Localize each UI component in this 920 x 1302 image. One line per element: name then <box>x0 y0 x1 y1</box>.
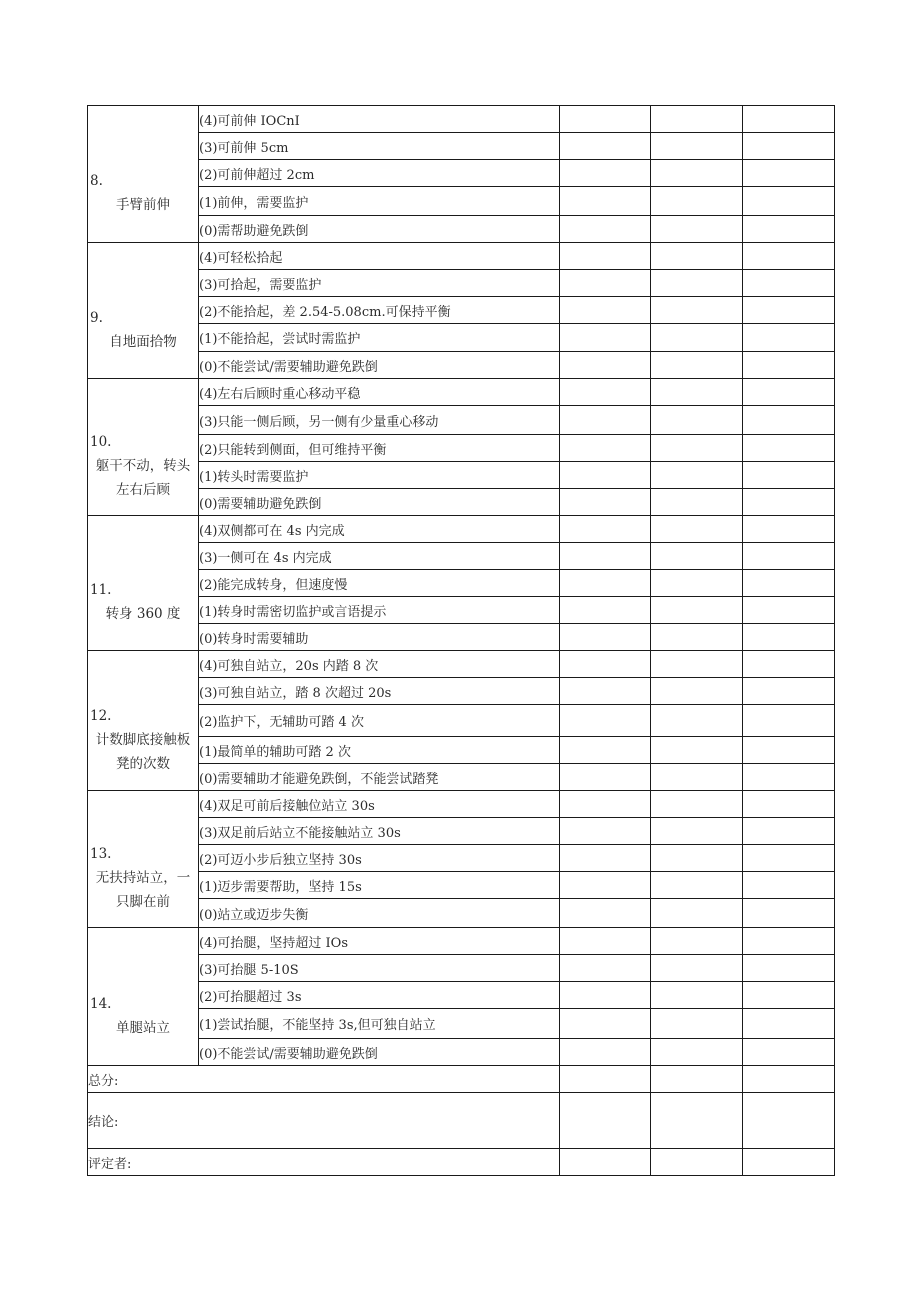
score-cell[interactable] <box>743 764 835 791</box>
score-cell[interactable] <box>651 406 743 435</box>
table-row <box>88 737 835 764</box>
scoring-option: (0)转身时需要辅助 <box>199 624 560 651</box>
score-cell[interactable] <box>743 297 835 324</box>
score-cell[interactable] <box>651 133 743 160</box>
score-cell[interactable] <box>651 160 743 187</box>
score-cell[interactable] <box>560 133 651 160</box>
table-row <box>88 543 835 570</box>
score-cell[interactable] <box>743 133 835 160</box>
test-item-label <box>88 666 198 776</box>
score-cell[interactable] <box>743 379 835 406</box>
score-cell[interactable] <box>743 678 835 705</box>
test-item-name: 计数脚底接触板凳的次数 <box>95 731 191 772</box>
score-cell[interactable] <box>560 791 651 818</box>
scoring-option: (3)可拾起，需要监护 <box>199 270 560 297</box>
score-cell[interactable] <box>651 737 743 764</box>
balance-assessment-table <box>87 105 835 1176</box>
score-cell[interactable] <box>560 1009 651 1039</box>
score-cell[interactable] <box>743 955 835 982</box>
test-item-number: 9. <box>90 309 103 326</box>
score-cell[interactable] <box>743 597 835 624</box>
score-cell[interactable] <box>651 216 743 243</box>
score-cell[interactable] <box>651 352 743 379</box>
score-cell[interactable] <box>743 216 835 243</box>
score-cell[interactable] <box>651 928 743 955</box>
scoring-option: (3)可前伸 5cm <box>199 133 560 160</box>
score-cell[interactable] <box>560 543 651 570</box>
score-cell[interactable] <box>560 297 651 324</box>
scoring-option: (0)需要辅助才能避免跌倒，不能尝试踏凳 <box>199 764 560 791</box>
score-cell[interactable] <box>743 705 835 737</box>
score-cell[interactable] <box>560 516 651 543</box>
score-cell[interactable] <box>560 1149 651 1176</box>
scoring-option: (1)前伸，需要监护 <box>199 187 560 216</box>
score-cell[interactable] <box>743 651 835 678</box>
score-cell[interactable] <box>743 982 835 1009</box>
score-cell[interactable] <box>560 872 651 899</box>
score-cell[interactable] <box>743 106 835 133</box>
score-cell[interactable] <box>743 1066 835 1093</box>
score-cell[interactable] <box>651 516 743 543</box>
score-cell[interactable] <box>560 270 651 297</box>
table-row <box>88 928 835 955</box>
score-cell[interactable] <box>651 651 743 678</box>
scoring-option: (2)不能拾起，差 2.54-5.08cm.可保持平衡 <box>199 297 560 324</box>
table-row <box>88 406 835 435</box>
score-cell[interactable] <box>651 243 743 270</box>
score-cell[interactable] <box>651 462 743 489</box>
score-cell[interactable] <box>743 818 835 845</box>
scoring-option: (1)转头时需要监护 <box>199 462 560 489</box>
score-cell[interactable] <box>560 737 651 764</box>
score-cell[interactable] <box>560 1093 651 1149</box>
score-cell[interactable] <box>651 955 743 982</box>
scoring-option: (2)可前伸超过 2cm <box>199 160 560 187</box>
scoring-option: (3)一侧可在 4s 内完成 <box>199 543 560 570</box>
score-cell[interactable] <box>651 705 743 737</box>
score-cell[interactable] <box>560 818 651 845</box>
score-cell[interactable] <box>651 187 743 216</box>
scoring-option: (2)只能转到侧面，但可维持平衡 <box>199 435 560 462</box>
score-cell[interactable] <box>743 160 835 187</box>
table-row <box>88 982 835 1009</box>
table-row <box>88 899 835 928</box>
score-cell[interactable] <box>560 489 651 516</box>
table-row <box>88 516 835 543</box>
table-row <box>88 352 835 379</box>
score-cell[interactable] <box>651 1066 743 1093</box>
score-cell[interactable] <box>743 1009 835 1039</box>
test-item-name: 躯干不动，转头左右后顾 <box>95 458 191 498</box>
score-cell[interactable] <box>651 1039 743 1066</box>
score-cell[interactable] <box>651 324 743 352</box>
test-item-cell <box>88 928 199 1066</box>
score-cell[interactable] <box>560 764 651 791</box>
score-cell[interactable] <box>743 462 835 489</box>
table-row <box>88 818 835 845</box>
score-cell[interactable] <box>651 106 743 133</box>
score-cell[interactable] <box>651 791 743 818</box>
scoring-option: (0)不能尝试/需要辅助避免跌倒 <box>199 1039 560 1066</box>
score-cell[interactable] <box>560 845 651 872</box>
scoring-option: (1)最简单的辅助可踏 2 次 <box>199 737 560 764</box>
scoring-option: (2)能完成转身，但速度慢 <box>199 570 560 597</box>
test-item-number: 14. <box>90 995 112 1012</box>
score-cell[interactable] <box>743 406 835 435</box>
table-row <box>88 705 835 737</box>
score-cell[interactable] <box>743 543 835 570</box>
score-cell[interactable] <box>560 1066 651 1093</box>
score-cell[interactable] <box>743 899 835 928</box>
test-item-number: 12. <box>90 707 112 724</box>
scoring-option: (0)需要辅助避免跌倒 <box>199 489 560 516</box>
score-cell[interactable] <box>743 1039 835 1066</box>
score-cell[interactable] <box>560 243 651 270</box>
table-row <box>88 270 835 297</box>
score-cell[interactable] <box>560 928 651 955</box>
score-cell[interactable] <box>651 597 743 624</box>
test-item-label <box>88 131 198 217</box>
test-item-label <box>88 392 198 502</box>
test-item-number: 10. <box>90 434 112 450</box>
test-item-cell <box>88 243 199 379</box>
table-row <box>88 133 835 160</box>
score-cell[interactable] <box>743 928 835 955</box>
table-row <box>88 624 835 651</box>
test-item-cell <box>88 651 199 791</box>
score-cell[interactable] <box>560 435 651 462</box>
score-cell[interactable] <box>651 489 743 516</box>
score-cell[interactable] <box>560 982 651 1009</box>
table-row <box>88 764 835 791</box>
table-row <box>88 216 835 243</box>
test-item-number: 8. <box>90 173 103 189</box>
test-item-cell <box>88 379 199 516</box>
score-cell[interactable] <box>743 624 835 651</box>
table-row <box>88 106 835 133</box>
scoring-option: (0)站立或迈步失衡 <box>199 899 560 928</box>
scoring-option: (3)可抬腿 5-10S <box>199 955 560 982</box>
scoring-option: (4)可轻松拾起 <box>199 243 560 270</box>
table-row <box>88 570 835 597</box>
score-cell[interactable] <box>560 160 651 187</box>
evaluator-row <box>88 1149 835 1176</box>
score-cell[interactable] <box>651 1149 743 1176</box>
table-row <box>88 462 835 489</box>
test-item-name: 自地面拾物 <box>109 333 177 350</box>
test-item-name: 转身 360 度 <box>105 606 181 622</box>
score-cell[interactable] <box>560 187 651 216</box>
scoring-option: (0)需帮助避免跌倒 <box>199 216 560 243</box>
evaluator-label: 评定者: <box>88 1149 560 1176</box>
score-cell[interactable] <box>560 216 651 243</box>
table-row <box>88 651 835 678</box>
table-row <box>88 955 835 982</box>
score-cell[interactable] <box>560 899 651 928</box>
scoring-option: (3)可独自站立，踏 8 次超过 20s <box>199 678 560 705</box>
test-item-number: 13. <box>90 846 112 862</box>
score-cell[interactable] <box>560 651 651 678</box>
score-cell[interactable] <box>560 597 651 624</box>
table-row <box>88 489 835 516</box>
scoring-option: (4)可抬腿，坚持超过 IOs <box>199 928 560 955</box>
test-item-cell <box>88 516 199 651</box>
score-cell[interactable] <box>651 899 743 928</box>
table-row <box>88 1009 835 1039</box>
test-item-name: 无扶持站立，一只脚在前 <box>95 870 191 910</box>
test-item-label <box>88 540 198 626</box>
score-cell[interactable] <box>743 435 835 462</box>
scoring-option: (2)可迈小步后独立坚持 30s <box>199 845 560 872</box>
test-item-number: 11. <box>90 582 112 598</box>
score-cell[interactable] <box>743 1093 835 1149</box>
score-cell[interactable] <box>743 270 835 297</box>
score-cell[interactable] <box>651 543 743 570</box>
scoring-option: (2)监护下，无辅助可踏 4 次 <box>199 705 560 737</box>
table-row <box>88 678 835 705</box>
table-row <box>88 324 835 352</box>
table-row <box>88 187 835 216</box>
score-cell[interactable] <box>743 187 835 216</box>
score-cell[interactable] <box>560 462 651 489</box>
scoring-option: (4)左右后顾时重心移动平稳 <box>199 379 560 406</box>
scoring-option: (4)双侧都可在 4s 内完成 <box>199 516 560 543</box>
score-cell[interactable] <box>560 570 651 597</box>
score-cell[interactable] <box>651 379 743 406</box>
scoring-option: (4)可独自站立，20s 内踏 8 次 <box>199 651 560 678</box>
score-cell[interactable] <box>651 297 743 324</box>
score-cell[interactable] <box>743 1149 835 1176</box>
table-row <box>88 872 835 899</box>
score-cell[interactable] <box>743 791 835 818</box>
score-cell[interactable] <box>743 845 835 872</box>
score-cell[interactable] <box>743 872 835 899</box>
score-cell[interactable] <box>651 435 743 462</box>
score-cell[interactable] <box>743 324 835 352</box>
score-cell[interactable] <box>743 570 835 597</box>
total-score-label: 总分: <box>88 1066 560 1093</box>
score-cell[interactable] <box>651 982 743 1009</box>
scoring-option: (1)迈步需要帮助，坚持 15s <box>199 872 560 899</box>
score-cell[interactable] <box>651 845 743 872</box>
scoring-option: (0)不能尝试/需要辅助避免跌倒 <box>199 352 560 379</box>
table-row <box>88 845 835 872</box>
scoring-option: (1)转身时需密切监护或言语提示 <box>199 597 560 624</box>
score-cell[interactable] <box>560 406 651 435</box>
score-cell[interactable] <box>651 764 743 791</box>
table-row <box>88 435 835 462</box>
score-cell[interactable] <box>651 1093 743 1149</box>
score-cell[interactable] <box>651 678 743 705</box>
scoring-option: (1)不能拾起，尝试时需监护 <box>199 324 560 352</box>
score-cell[interactable] <box>651 872 743 899</box>
table-row <box>88 297 835 324</box>
scoring-option: (4)双足可前后接触位站立 30s <box>199 791 560 818</box>
test-item-name: 单腿站立 <box>116 1019 170 1036</box>
test-item-label <box>88 268 198 354</box>
conclusion-label: 结论: <box>88 1093 560 1149</box>
table-row <box>88 160 835 187</box>
score-cell[interactable] <box>560 678 651 705</box>
scoring-option: (3)只能一侧后顾，另一侧有少量重心移动 <box>199 406 560 435</box>
score-cell[interactable] <box>651 270 743 297</box>
test-item-label <box>88 954 198 1040</box>
score-cell[interactable] <box>560 106 651 133</box>
score-cell[interactable] <box>743 243 835 270</box>
score-cell[interactable] <box>651 818 743 845</box>
scoring-option: (2)可抬腿超过 3s <box>199 982 560 1009</box>
score-cell[interactable] <box>560 379 651 406</box>
score-cell[interactable] <box>651 570 743 597</box>
test-item-cell <box>88 106 199 243</box>
score-cell[interactable] <box>743 489 835 516</box>
table-row <box>88 597 835 624</box>
scoring-option: (1)尝试抬腿，不能坚持 3s,但可独自站立 <box>199 1009 560 1039</box>
score-cell[interactable] <box>743 352 835 379</box>
table-row <box>88 791 835 818</box>
score-cell[interactable] <box>560 1039 651 1066</box>
score-cell[interactable] <box>560 624 651 651</box>
scoring-option: (4)可前伸 IOCnI <box>199 106 560 133</box>
conclusion-row <box>88 1093 835 1149</box>
scoring-option: (3)双足前后站立不能接触站立 30s <box>199 818 560 845</box>
test-item-cell <box>88 791 199 928</box>
score-cell[interactable] <box>651 624 743 651</box>
score-cell[interactable] <box>743 516 835 543</box>
table-row <box>88 243 835 270</box>
test-item-name: 手臂前伸 <box>116 197 170 213</box>
score-cell[interactable] <box>560 352 651 379</box>
table-row <box>88 379 835 406</box>
total-score-row <box>88 1066 835 1093</box>
score-cell[interactable] <box>560 955 651 982</box>
table-row <box>88 1039 835 1066</box>
score-cell[interactable] <box>651 1009 743 1039</box>
score-cell[interactable] <box>560 705 651 737</box>
test-item-label <box>88 804 198 914</box>
score-cell[interactable] <box>743 737 835 764</box>
score-cell[interactable] <box>560 324 651 352</box>
